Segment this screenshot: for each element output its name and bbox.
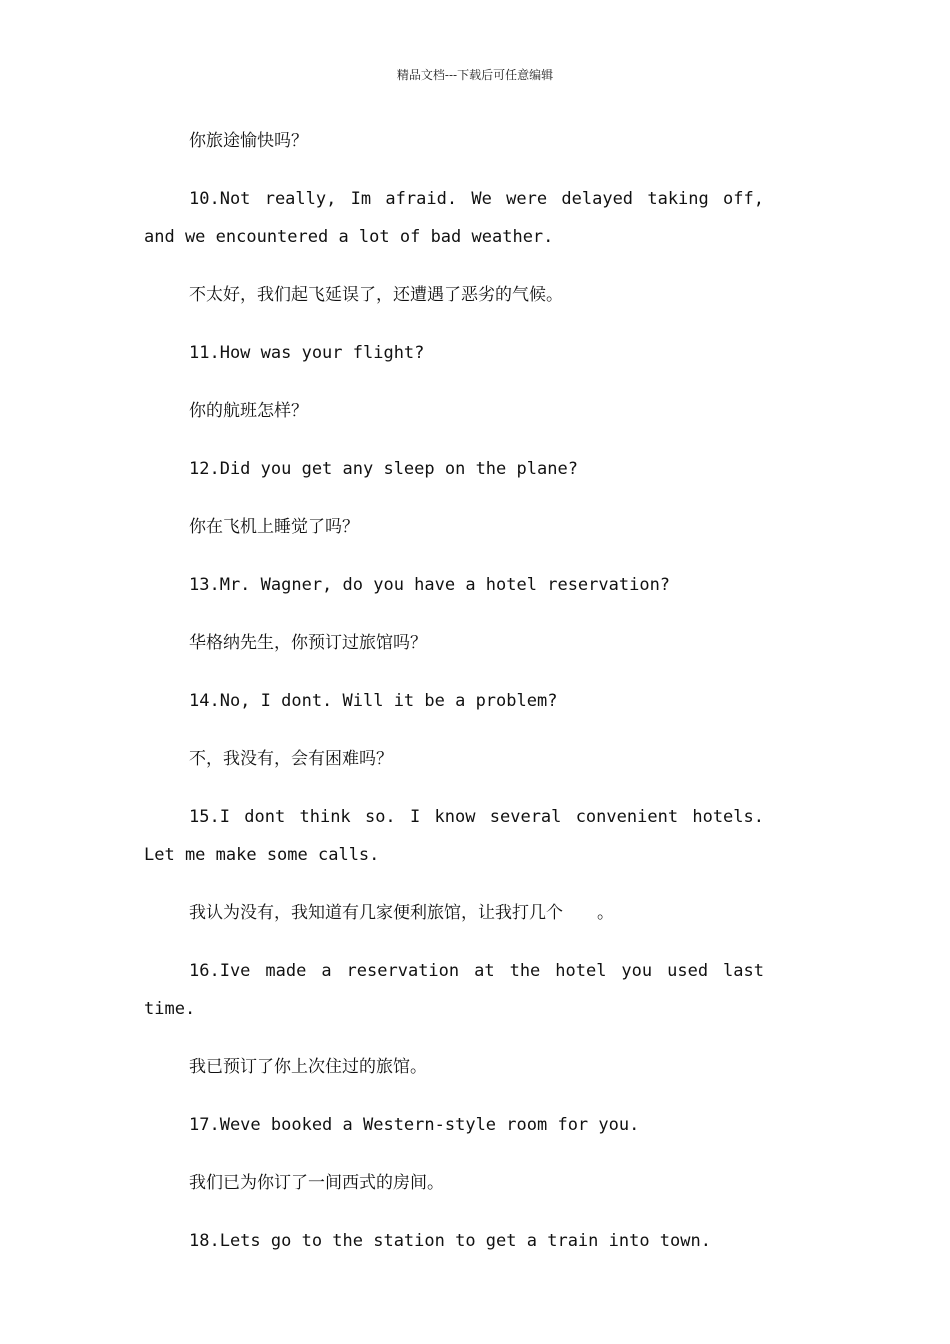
paragraph-zh: 你的航班怎样？ (189, 401, 308, 421)
paragraph-zh: 你旅途愉快吗？ (189, 131, 308, 151)
paragraph-zh: 我们已为你订了一间西式的房间。 (189, 1173, 444, 1193)
paragraph-zh: 华格纳先生，你预订过旅馆吗？ (189, 633, 427, 653)
paragraph-en: 17.Weve booked a Western-style room for you. (189, 1115, 640, 1135)
paragraph-zh: 不太好，我们起飞延误了，还遭遇了恶劣的气候。 (189, 285, 563, 305)
paragraph-zh: 我已预订了你上次住过的旅馆。 (189, 1057, 427, 1077)
paragraph-zh: 你在飞机上睡觉了吗？ (189, 517, 359, 537)
paragraph-zh: 我认为没有，我知道有几家便利旅馆，让我打几个 。 (189, 903, 614, 923)
paragraph-en: 16.Ive made a reservation at the hotel you used last time. (144, 961, 764, 1019)
paragraph-en: 18.Lets go to the station to get a train into town. (189, 1231, 711, 1251)
document-body (144, 122, 764, 1260)
paragraph-en: 12.Did you get any sleep on the plane? (189, 459, 578, 479)
paragraph-en: 13.Mr. Wagner, do you have a hotel reservation? (189, 575, 671, 595)
paragraph-en: 10.Not really, Im afraid. We were delayed taking off, and we encountered a lot of bad weather. (144, 189, 764, 247)
paragraph-en: 11.How was your flight? (189, 343, 425, 363)
paragraph-en: 15.I dont think so. I know several convenient hotels. Let me make some calls. (144, 807, 764, 865)
paragraph-en: 14.No, I dont. Will it be a problem? (189, 691, 558, 711)
paragraph-zh: 不，我没有，会有困难吗？ (189, 749, 393, 769)
page-header: 精品文档---下载后可任意编辑 (396, 68, 554, 82)
